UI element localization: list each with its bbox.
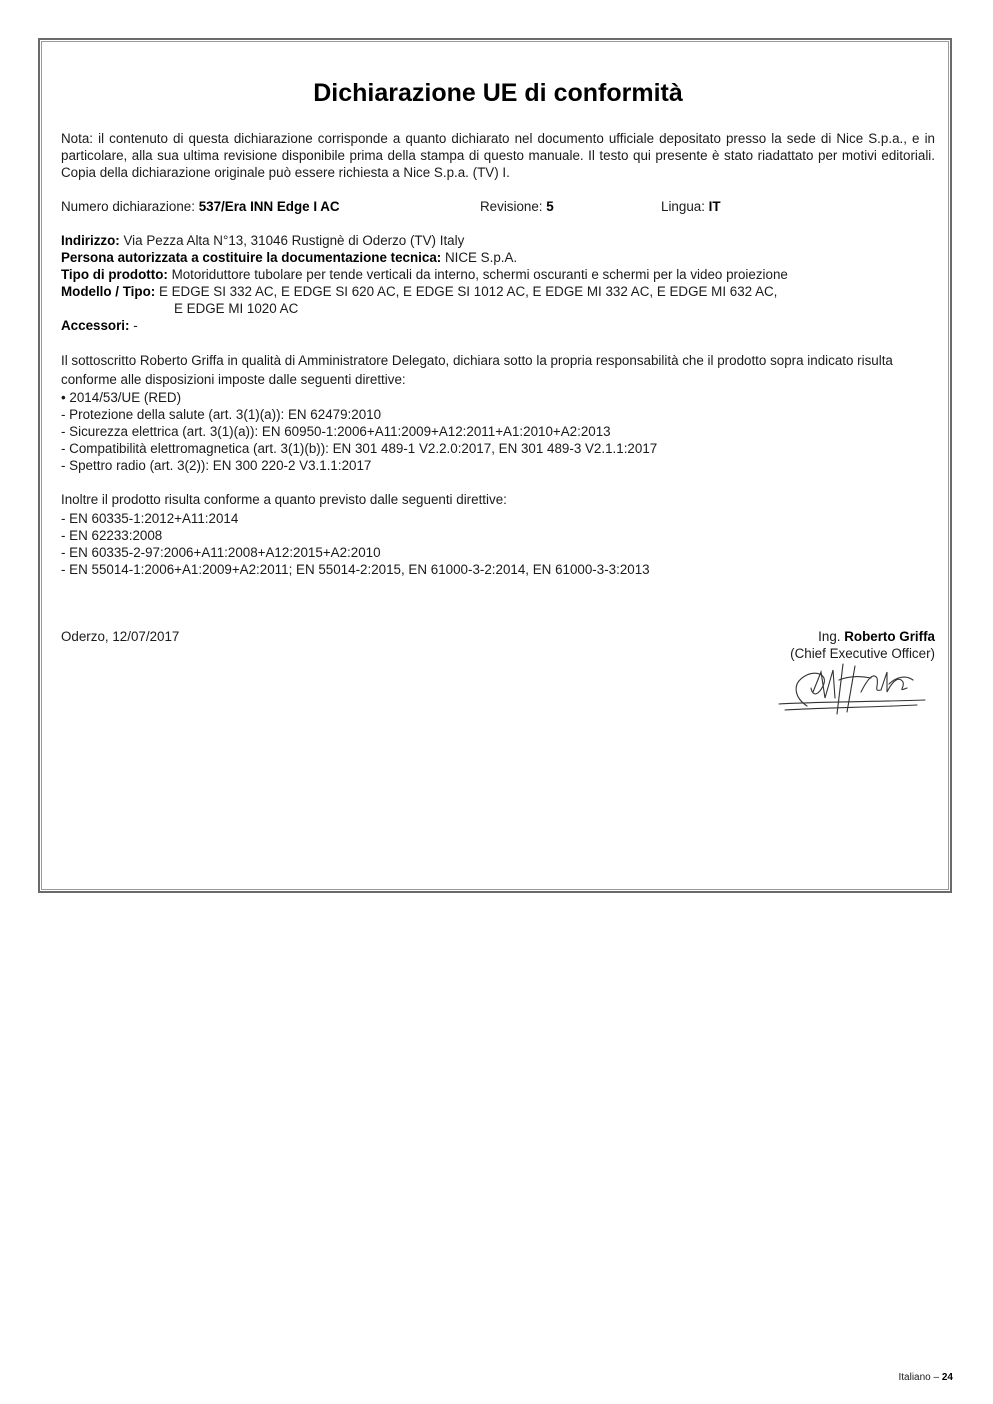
authorized-person-value: NICE S.p.A.: [441, 250, 518, 265]
page-footer: [899, 1372, 954, 1384]
declaration-frame: [38, 38, 952, 893]
accessories-label: Accessori:: [61, 318, 130, 333]
document-title: Dichiarazione UE di conformità: [313, 79, 683, 107]
product-type-label: Tipo di prodotto:: [61, 267, 168, 282]
address-value: Via Pezza Alta N°13, 31046 Rustignè di Oderzo (TV) Italy: [119, 233, 465, 248]
additional-directive-item: - EN 60335-2-97:2006+A11:2008+A12:2015+A2:2010: [61, 545, 381, 560]
accessories-value: -: [129, 318, 138, 333]
signer: [790, 628, 935, 662]
language-label: Lingua:: [661, 199, 709, 214]
accessories-line: [61, 317, 935, 334]
model-label: Modello / Tipo:: [61, 284, 156, 299]
declaration-number-label: Numero dichiarazione:: [61, 199, 199, 214]
language-value: IT: [708, 199, 721, 214]
page-number: 24: [941, 1372, 953, 1383]
directive-item: - Sicurezza elettrica (art. 3(1)(a)): EN 60950-1:2006+A11:2009+A12:2011+A1:2010+A2:2013: [61, 424, 611, 439]
declaration-content: [61, 78, 935, 708]
directive-item: • 2014/53/UE (RED): [61, 390, 182, 405]
additional-directive-item: - EN 62233:2008: [61, 528, 163, 543]
product-type-line: [61, 266, 935, 283]
directive-item: - Compatibilità elettromagnetica (art. 3(1)(b)): EN 301 489-1 V2.2.0:2017, EN 301 489-3 V2.1.1:2017: [61, 441, 658, 456]
place-and-date: Oderzo, 12/07/2017: [61, 629, 180, 644]
revision: [480, 198, 554, 215]
declaration-number: [61, 198, 340, 215]
model-value-line-1: E EDGE SI 332 AC, E EDGE SI 620 AC, E EDGE SI 1012 AC, E EDGE MI 332 AC, E EDGE MI 632 AC,: [155, 284, 778, 299]
authorized-person-line: [61, 249, 935, 266]
signer-prefix: Ing.: [818, 629, 845, 644]
directive-item: - Protezione della salute (art. 3(1)(a)): EN 62479:2010: [61, 407, 382, 422]
directive-list: [61, 389, 935, 474]
directive-item: - Spettro radio (art. 3(2)): EN 300 220-2 V3.1.1:2017: [61, 458, 372, 473]
signer-role: (Chief Executive Officer): [790, 646, 935, 661]
product-details: [61, 232, 935, 334]
signer-name: Roberto Griffa: [844, 629, 935, 644]
handwritten-signature: [777, 658, 927, 716]
additional-directive-item: - EN 55014-1:2006+A1:2009+A2:2011; EN 55014-2:2015, EN 61000-3-2:2014, EN 61000-3-3:2013: [61, 562, 650, 577]
additional-directive-list: [61, 510, 935, 578]
signer-name-line: [790, 628, 935, 645]
note-paragraph: Nota: il contenuto di questa dichiarazione corrisponde a quanto dichiarato nel documento ufficiale depositato presso la sede di Nice S.p.a., e in particolare, alla sua ultima revisione disponibile prima della stampa di questo manuale. Il testo qui presente è stato riadattato per motivi editoriali. Copia della dichiarazione originale può essere richiesta a Nice S.p.a. (TV) I.: [61, 131, 935, 180]
signature-block: [61, 628, 935, 708]
revision-label: Revisione:: [480, 199, 547, 214]
additional-directives-intro: Inoltre il prodotto risulta conforme a quanto previsto dalle seguenti direttive:: [61, 492, 507, 507]
model-value-line-2: E EDGE MI 1020 AC: [174, 301, 299, 316]
authorized-person-label: Persona autorizzata a costituire la documentazione tecnica:: [61, 250, 442, 265]
declaration-meta-row: [61, 198, 935, 215]
declaration-number-value: 537/Era INN Edge I AC: [198, 199, 340, 214]
page-language: Italiano –: [898, 1372, 942, 1383]
address-line: [61, 232, 935, 249]
additional-directive-item: - EN 60335-1:2012+A11:2014: [61, 511, 239, 526]
address-label: Indirizzo:: [61, 233, 120, 248]
model-line: [61, 283, 935, 300]
revision-value: 5: [546, 199, 554, 214]
language: [661, 198, 721, 215]
product-type-value: Motoriduttore tubolare per tende verticali da interno, schermi oscuranti e schermi per la video proiezione: [167, 267, 788, 282]
declaration-statement: Il sottoscritto Roberto Griffa in qualità di Amministratore Delegato, dichiara sotto la propria responsabilità che il prodotto sopra indicato risulta conforme alle disposizioni imposte dalle seguenti direttive:: [61, 353, 893, 387]
